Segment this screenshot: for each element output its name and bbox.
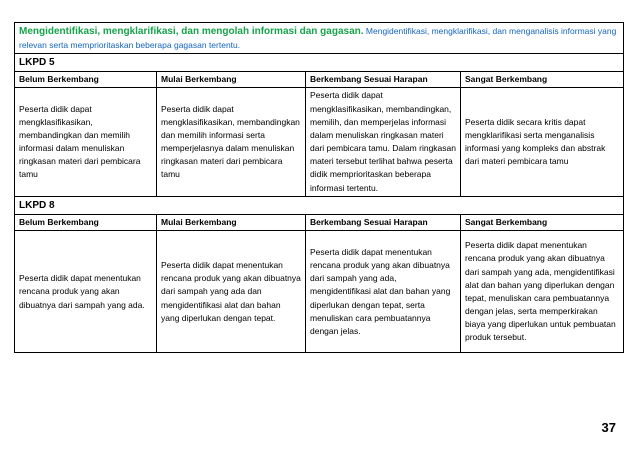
- intro-heading: Mengidentifikasi, mengklarifikasi, dan mengolah informasi dan gagasan.: [19, 26, 364, 37]
- lkpd8-cell-sesuai: Peserta didik dapat menentukan rencana produk yang akan dibuatnya dari sampah yang ada, mengidentifikasi alat dan bahan yang diperlukan dengan tepat, serta menuliskan cara pembuatannya dengan jelas.: [306, 231, 461, 353]
- page-number: 37: [601, 420, 616, 435]
- lkpd8-header-sangat: Sangat Berkembang: [461, 215, 624, 231]
- lkpd8-header-mulai: Mulai Berkembang: [157, 215, 306, 231]
- rubric-table: [14, 22, 624, 353]
- lkpd8-cell-sangat: Peserta didik dapat menentukan rencana produk yang akan dibuatnya dari sampah yang ada, mengidentifikasi alat dan bahan yang diperlukan dengan tepat, menuliskan cara pembuatannya dengan jelas, serta memperkirakan biaya yang diperlukan untuk pembuatan produk tersebut.: [461, 231, 624, 353]
- lkpd5-cell-sesuai: Peserta didik dapat mengklasifikasikan, membandingkan, memilih, dan memperjelas informasi dalam menuliskan ringkasan materi dari pembicara tamu. Dalam ringkasan materi tersebut terlihat bahwa peserta didik memprioritaskan beberapa informasi tertentu.: [306, 88, 461, 196]
- lkpd5-header-sangat: Sangat Berkembang: [461, 72, 624, 88]
- lkpd5-header-sesuai: Berkembang Sesuai Harapan: [306, 72, 461, 88]
- lkpd5-header-mulai: Mulai Berkembang: [157, 72, 306, 88]
- lkpd5-cell-sangat: Peserta didik secara kritis dapat mengklarifikasi serta menganalisis informasi yang kompleks dan abstrak dari materi pembicara tamu: [461, 88, 624, 196]
- intro-cell: [15, 23, 624, 54]
- lkpd8-cell-mulai: Peserta didik dapat menentukan rencana produk yang akan dibuatnya dari sampah yang ada dan mengidentifikasi alat dan bahan yang diperlukan dengan tepat.: [157, 231, 306, 353]
- lkpd5-title: LKPD 5: [15, 53, 624, 72]
- lkpd8-cell-belum: Peserta didik dapat menentukan rencana produk yang akan dibuatnya dari sampah yang ada.: [15, 231, 157, 353]
- intro-text: Mengidentifikasi, mengklarifikasi, dan menganalisis informasi yang relevan serta memprioritaskan beberapa gagasan tertentu.: [19, 26, 617, 50]
- lkpd8-header-sesuai: Berkembang Sesuai Harapan: [306, 215, 461, 231]
- lkpd5-header-belum: Belum Berkembang: [15, 72, 157, 88]
- lkpd5-cell-mulai: Peserta didik dapat mengklasifikasikan, membandingkan dan memilih informasi serta memperjelasnya dalam menuliskan ringkasan materi dari pembicara tamu: [157, 88, 306, 196]
- lkpd5-cell-belum: Peserta didik dapat mengklasifikasikan, membandingkan dan memilih informasi dalam menuliskan ringkasan materi dari pembicara tamu: [15, 88, 157, 196]
- lkpd8-header-belum: Belum Berkembang: [15, 215, 157, 231]
- lkpd8-title: LKPD 8: [15, 196, 624, 215]
